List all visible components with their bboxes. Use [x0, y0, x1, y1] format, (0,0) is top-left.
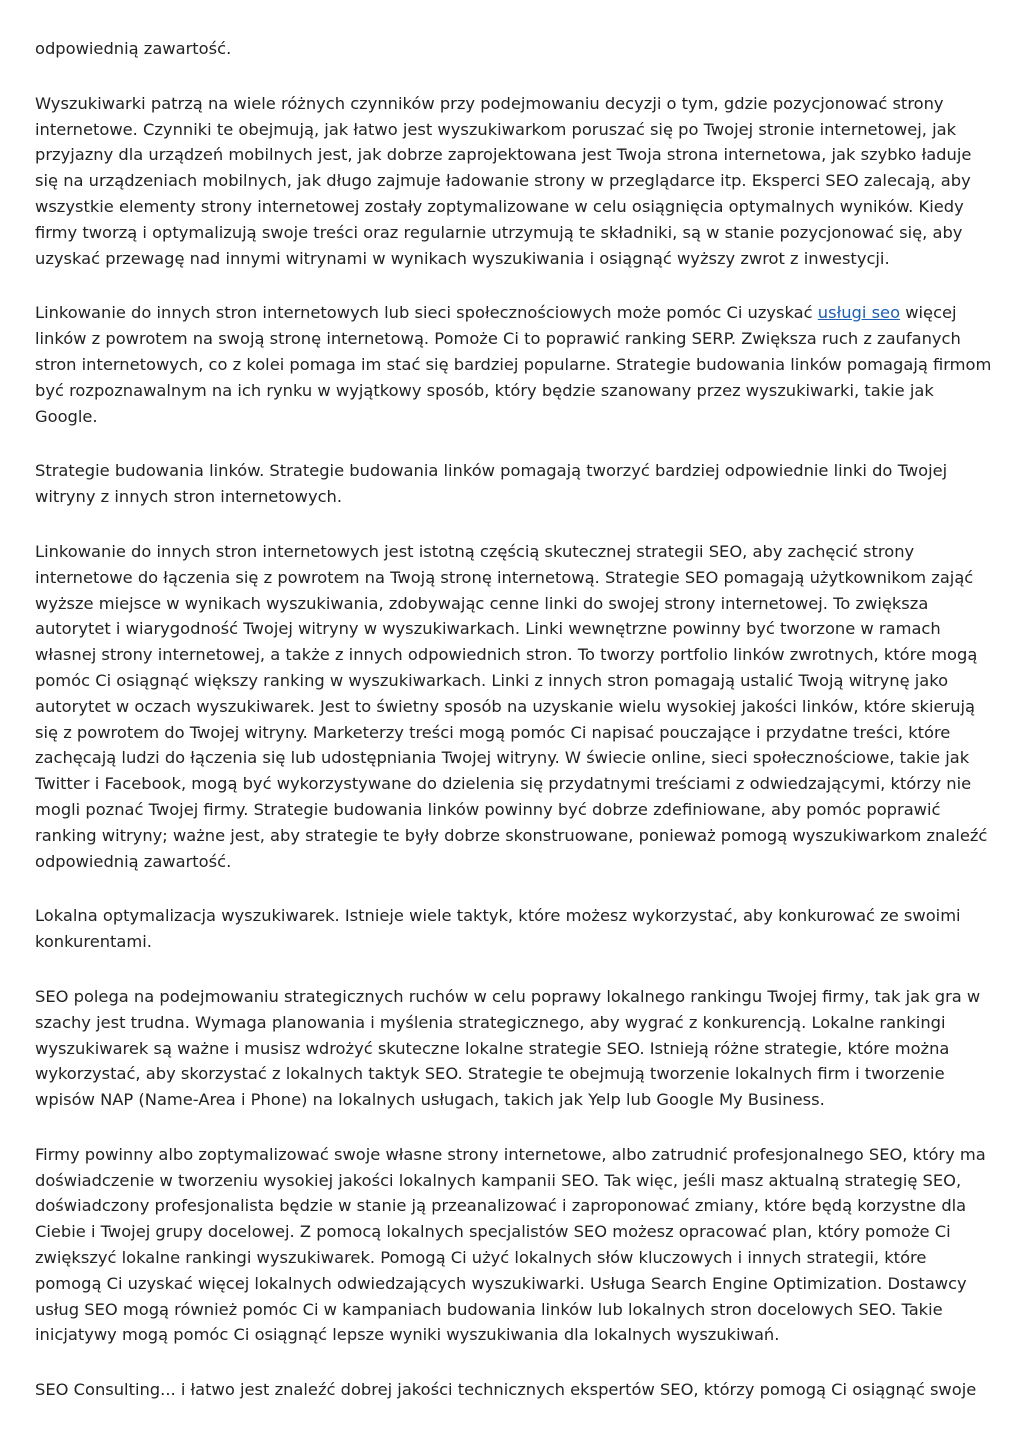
paragraph-5: Lokalna optymalizacja wyszukiwarek. Istnieje wiele taktyk, które możesz wykorzystać, aby konkurować ze swoimi konkurentami. [35, 906, 961, 952]
paragraph-2-text-before: Linkowanie do innych stron internetowych lub sieci społecznościowych może pomóc Ci uzyskać [35, 303, 818, 323]
seo-services-link[interactable]: usługi seo [817, 303, 901, 323]
paragraph-2-text-after: więcej linków z powrotem na swoją stronę internetową. Pomoże Ci to poprawić ranking SERP. Zwiększa ruch z zaufanych stron internetowych, co z kolei pomaga im stać się bardziej popularne. Strategie budowania linków pomagają firmom być rozpoznawalnym na ich rynku w wyjątkowy sposób, który będzie szanowany przez wyszukiwarki, takie jak Google. [35, 303, 992, 426]
paragraph-2 [35, 300, 992, 429]
paragraph-7: Firmy powinny albo zoptymalizować swoje własne strony internetowe, albo zatrudnić profesjonalnego SEO, który ma doświadczenie w tworzeniu wysokiej jakości lokalnych kampanii SEO. Tak więc, jeśli masz aktualną strategię SEO, doświadczony profesjonalista będzie w stanie ją przeanalizować i zaproponować zmiany, które będą korzystne dla Ciebie i Twojej grupy docelowej. Z pomocą lokalnych specjalistów SEO możesz opracować plan, który pomoże Ci zwiększyć lokalne rankingi wyszukiwarek. Pomogą Ci użyć lokalnych słów kluczowych i innych strategii, które pomogą Ci uzyskać więcej lokalnych odwiedzających wyszukiwarki. Usługa Search Engine Optimization. Dostawcy usług SEO mogą również pomóc Ci w kampaniach budowania linków lub lokalnych stron docelowych SEO. Takie inicjatywy mogą pomóc Ci osiągnąć lepsze wyniki wyszukiwania dla lokalnych wyszukiwań. [35, 1144, 986, 1345]
document-body [35, 36, 992, 1432]
paragraph-4: Linkowanie do innych stron internetowych jest istotną częścią skutecznej strategii SEO, aby zachęcić strony internetowe do łączenia się z powrotem na Twoją stronę internetową. Strategie SEO pomagają użytkownikom zająć wyższe miejsce w wynikach wyszukiwania, zdobywając cenne linki do swojej strony internetowej. To zwiększa autorytet i wiarygodność Twojej witryny w wyszukiwarkach. Linki wewnętrzne powinny być tworzone w ramach własnej strony internetowej, a także z innych odpowiednich stron. To tworzy portfolio linków zwrotnych, które mogą pomóc Ci osiągnąć większy ranking w wyszukiwarkach. Linki z innych stron pomagają ustalić Twoją witrynę jako autorytet w oczach wyszukiwarek. Jest to świetny sposób na uzyskanie wielu wysokiej jakości linków, które skierują się z powrotem do Twojej witryny. Marketerzy treści mogą pomóc Ci napisać pouczające i przydatne treści, które zachęcają ludzi do łączenia się lub udostępniania Twojej witryny. W świecie online, sieci społecznościowe, takie jak Twitter i Facebook, mogą być wykorzystywane do dzielenia się przydatnymi treściami z odwiedzającymi, którzy nie mogli poznać Twojej firmy. Strategie budowania linków powinny być dobrze zdefiniowane, aby pomóc poprawić ranking witryny; ważne jest, aby strategie te były dobrze skonstruowane, ponieważ pomogą wyszukiwarkom znaleźć odpowiednią zawartość. [35, 541, 988, 871]
paragraph-8: SEO Consulting... i łatwo jest znaleźć dobrej jakości technicznych ekspertów SEO, którzy pomogą Ci osiągnąć swoje [35, 1380, 977, 1400]
paragraph-1: Wyszukiwarki patrzą na wiele różnych czynników przy podejmowaniu decyzji o tym, gdzie pozycjonować strony internetowe. Czynniki te obejmują, jak łatwo jest wyszukiwarkom poruszać się po Twojej stronie internetowej, jak przyjazny dla urządzeń mobilnych jest, jak dobrze zaprojektowana jest Twoja strona internetowa, jak szybko ładuje się na urządzeniach mobilnych, jak długo zajmuje ładowanie strony w przeglądarce itp. Eksperci SEO zalecają, aby wszystkie elementy strony internetowej zostały zoptymalizowane w celu osiągnięcia optymalnych wyników. Kiedy firmy tworzą i optymalizują swoje treści oraz regularnie utrzymują te składniki, są w stanie pozycjonować się, aby uzyskać przewagę nad innymi witrynami w wynikach wyszukiwania i osiągnąć wyższy zwrot z inwestycji. [35, 93, 972, 268]
paragraph-3: Strategie budowania linków. Strategie budowania linków pomagają tworzyć bardziej odpowiednie linki do Twojej witryny z innych stron internetowych. [35, 461, 948, 507]
paragraph-6: SEO polega na podejmowaniu strategicznych ruchów w celu poprawy lokalnego rankingu Twojej firmy, tak jak gra w szachy jest trudna. Wymaga planowania i myślenia strategicznego, aby wygrać z konkurencją. Lokalne rankingi wyszukiwarek są ważne i musisz wdrożyć skuteczne lokalne strategie SEO. Istnieją różne strategie, które można wykorzystać, aby skorzystać z lokalnych taktyk SEO. Strategie te obejmują tworzenie lokalnych firm i tworzenie wpisów NAP (Name-Area i Phone) na lokalnych usługach, takich jak Yelp lub Google My Business. [35, 986, 981, 1110]
paragraph-0: odpowiednią zawartość. [35, 39, 232, 58]
